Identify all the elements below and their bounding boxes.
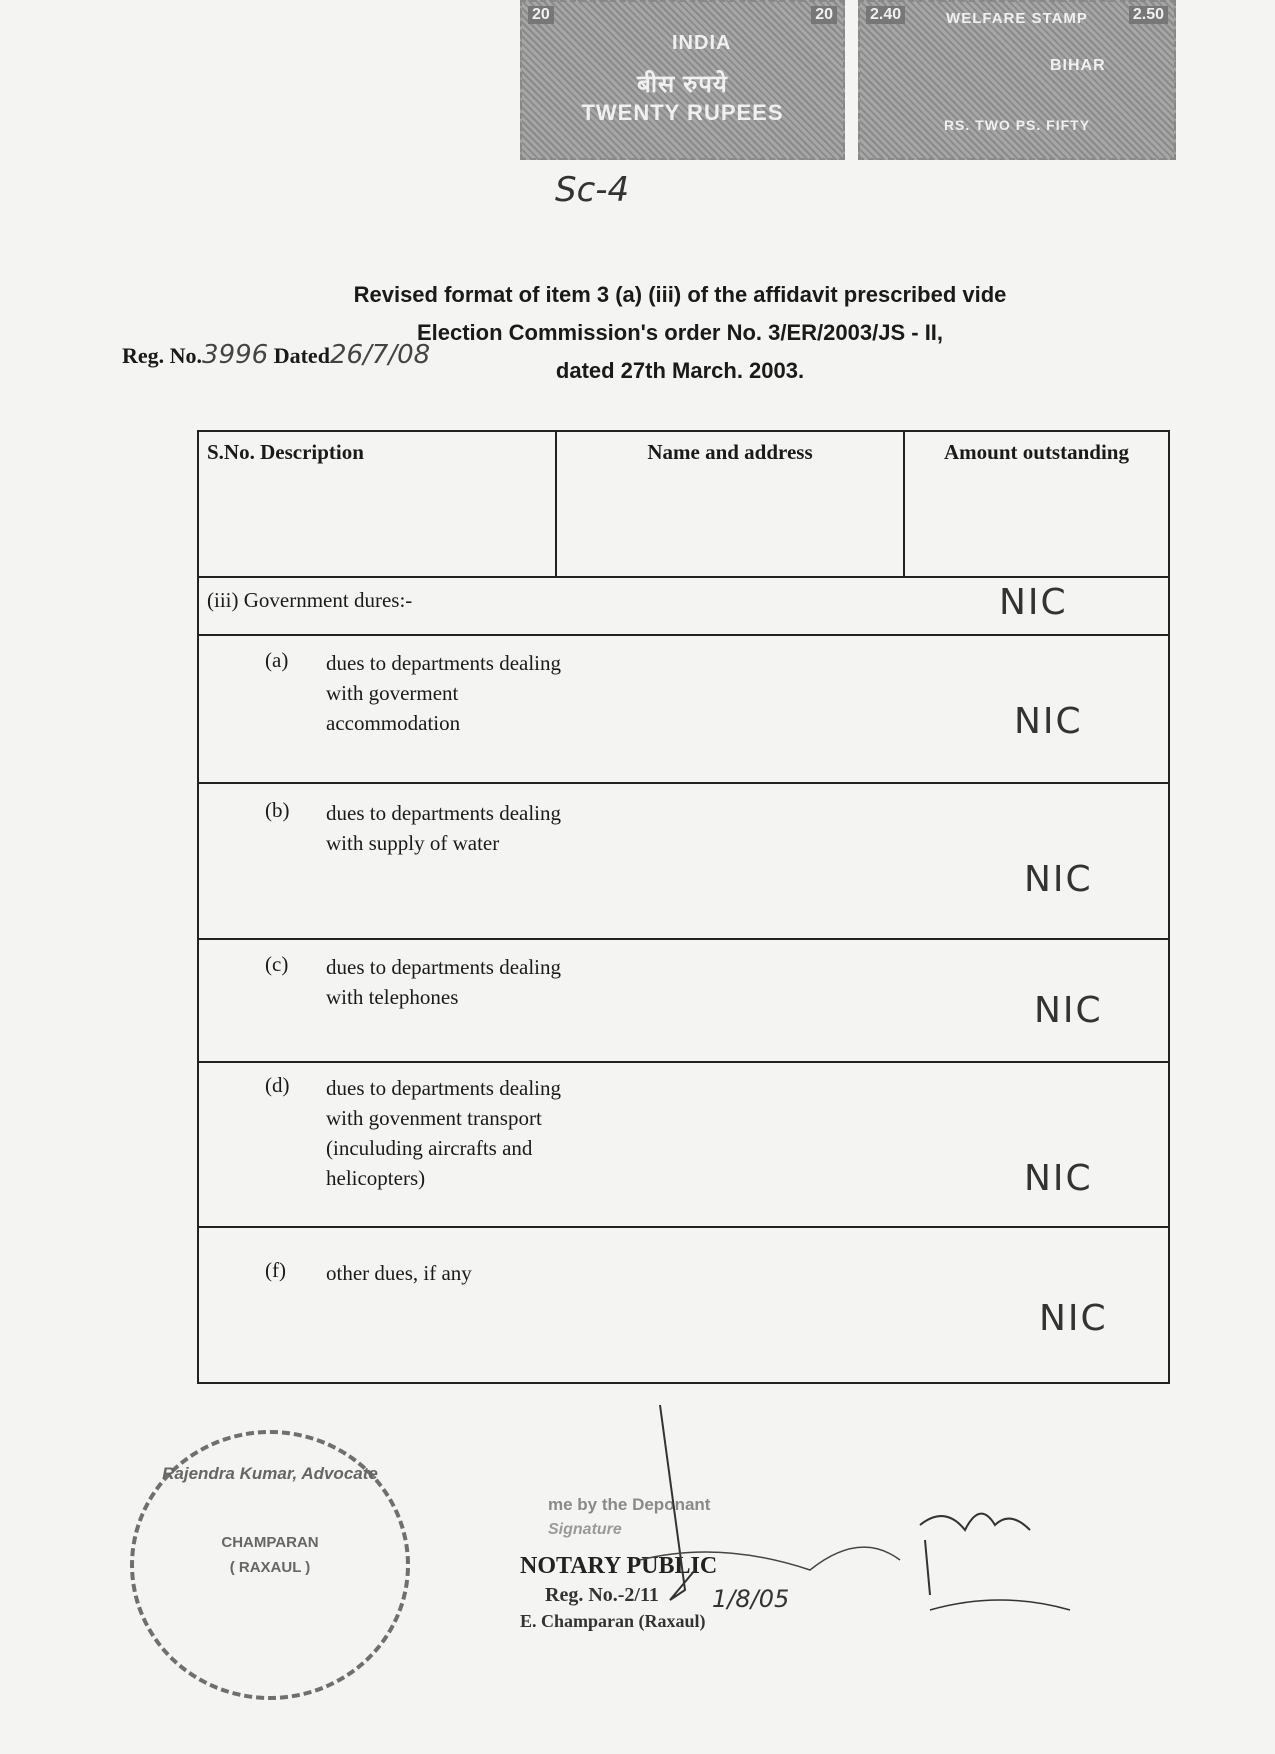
welfare-denomination: 2.50 [1129,6,1168,24]
notary-reg: Reg. No.-2/11 [545,1584,659,1606]
court-fee-denomination-right: 20 [811,6,837,24]
notary-line-1: me by the Deponant [548,1495,711,1514]
top-handwritten-note: Sc-4 [555,170,630,210]
heading-line-2: Election Commission's order No. 3/ER/2003/JS - II, [416,320,944,345]
government-dues-table [197,430,1170,1384]
row-description: dues to departments dealing with supply of water [326,801,562,856]
table-row [198,783,1169,939]
heading-line-3: dated 27th March. 2003. [555,358,805,383]
table-row [198,635,1169,784]
header-amount: Amount outstanding [904,431,1169,577]
row-amount: NIC [1034,990,1103,1032]
heading-line-1: Revised format of item 3 (a) (iii) of the affidavit prescribed vide [353,282,1007,307]
advocate-seal [130,1430,410,1700]
row-letter: (d) [265,1072,290,1097]
row-amount: NIC [1014,700,1083,742]
welfare-value: RS. TWO PS. FIFTY [943,117,1091,133]
header-name-address: Name and address [556,431,904,577]
dated-value: 26/7/08 [329,340,431,370]
welfare-stamp [858,0,1176,160]
row-description: other dues, if any [326,1261,472,1286]
header-sno-description: S.No. Description [198,431,556,577]
row-description: dues to departments dealing with telephones [326,955,562,1010]
handwritten-signatures [600,1390,1220,1650]
notary-place: E. Champaran (Raxaul) [520,1611,706,1631]
welfare-left-denomination: 2.40 [866,6,905,24]
row-amount: NIC [1039,1298,1108,1340]
section-label: (iii) Government dures:- [207,587,413,612]
notary-line-2: Signature [548,1521,622,1538]
court-fee-stamp [520,0,845,160]
section-amount: NIC [999,581,1068,623]
table-header-row [198,431,1169,577]
table-row [198,1227,1169,1383]
row-description: dues to departments dealing with govenment transport (inculuding aircrafts and helicopters) [326,1075,562,1190]
welfare-state: BIHAR [1050,57,1106,74]
dated-label: Dated [273,343,330,368]
row-letter: (a) [265,647,289,672]
reg-value: 3996 [202,340,269,370]
seal-place: CHAMPARAN [221,1534,319,1551]
notary-date: 1/8/05 [712,1585,790,1613]
row-description: dues to departments dealing with goverment accommodation [326,650,562,735]
seal-name: Rajendra Kumar, Advocate [162,1464,378,1483]
table-row [198,577,1169,635]
row-amount: NIC [1024,1157,1093,1199]
row-letter: (f) [265,1258,286,1283]
registration-line [122,340,430,370]
court-fee-value: TWENTY RUPEES [581,100,784,125]
table-row [198,939,1169,1062]
table-row [198,1062,1169,1228]
row-amount: NIC [1024,859,1093,901]
court-fee-denomination: 20 [528,6,554,24]
court-fee-country: INDIA [672,32,732,54]
welfare-title: WELFARE STAMP [946,10,1088,27]
reg-label: Reg. No. [122,343,203,368]
notary-title: NOTARY PUBLIC [520,1553,718,1579]
row-letter: (b) [265,798,290,823]
seal-town: ( RAXAUL ) [229,1559,311,1576]
row-letter: (c) [265,952,289,977]
court-fee-hindi: बीस रुपये [637,71,728,98]
